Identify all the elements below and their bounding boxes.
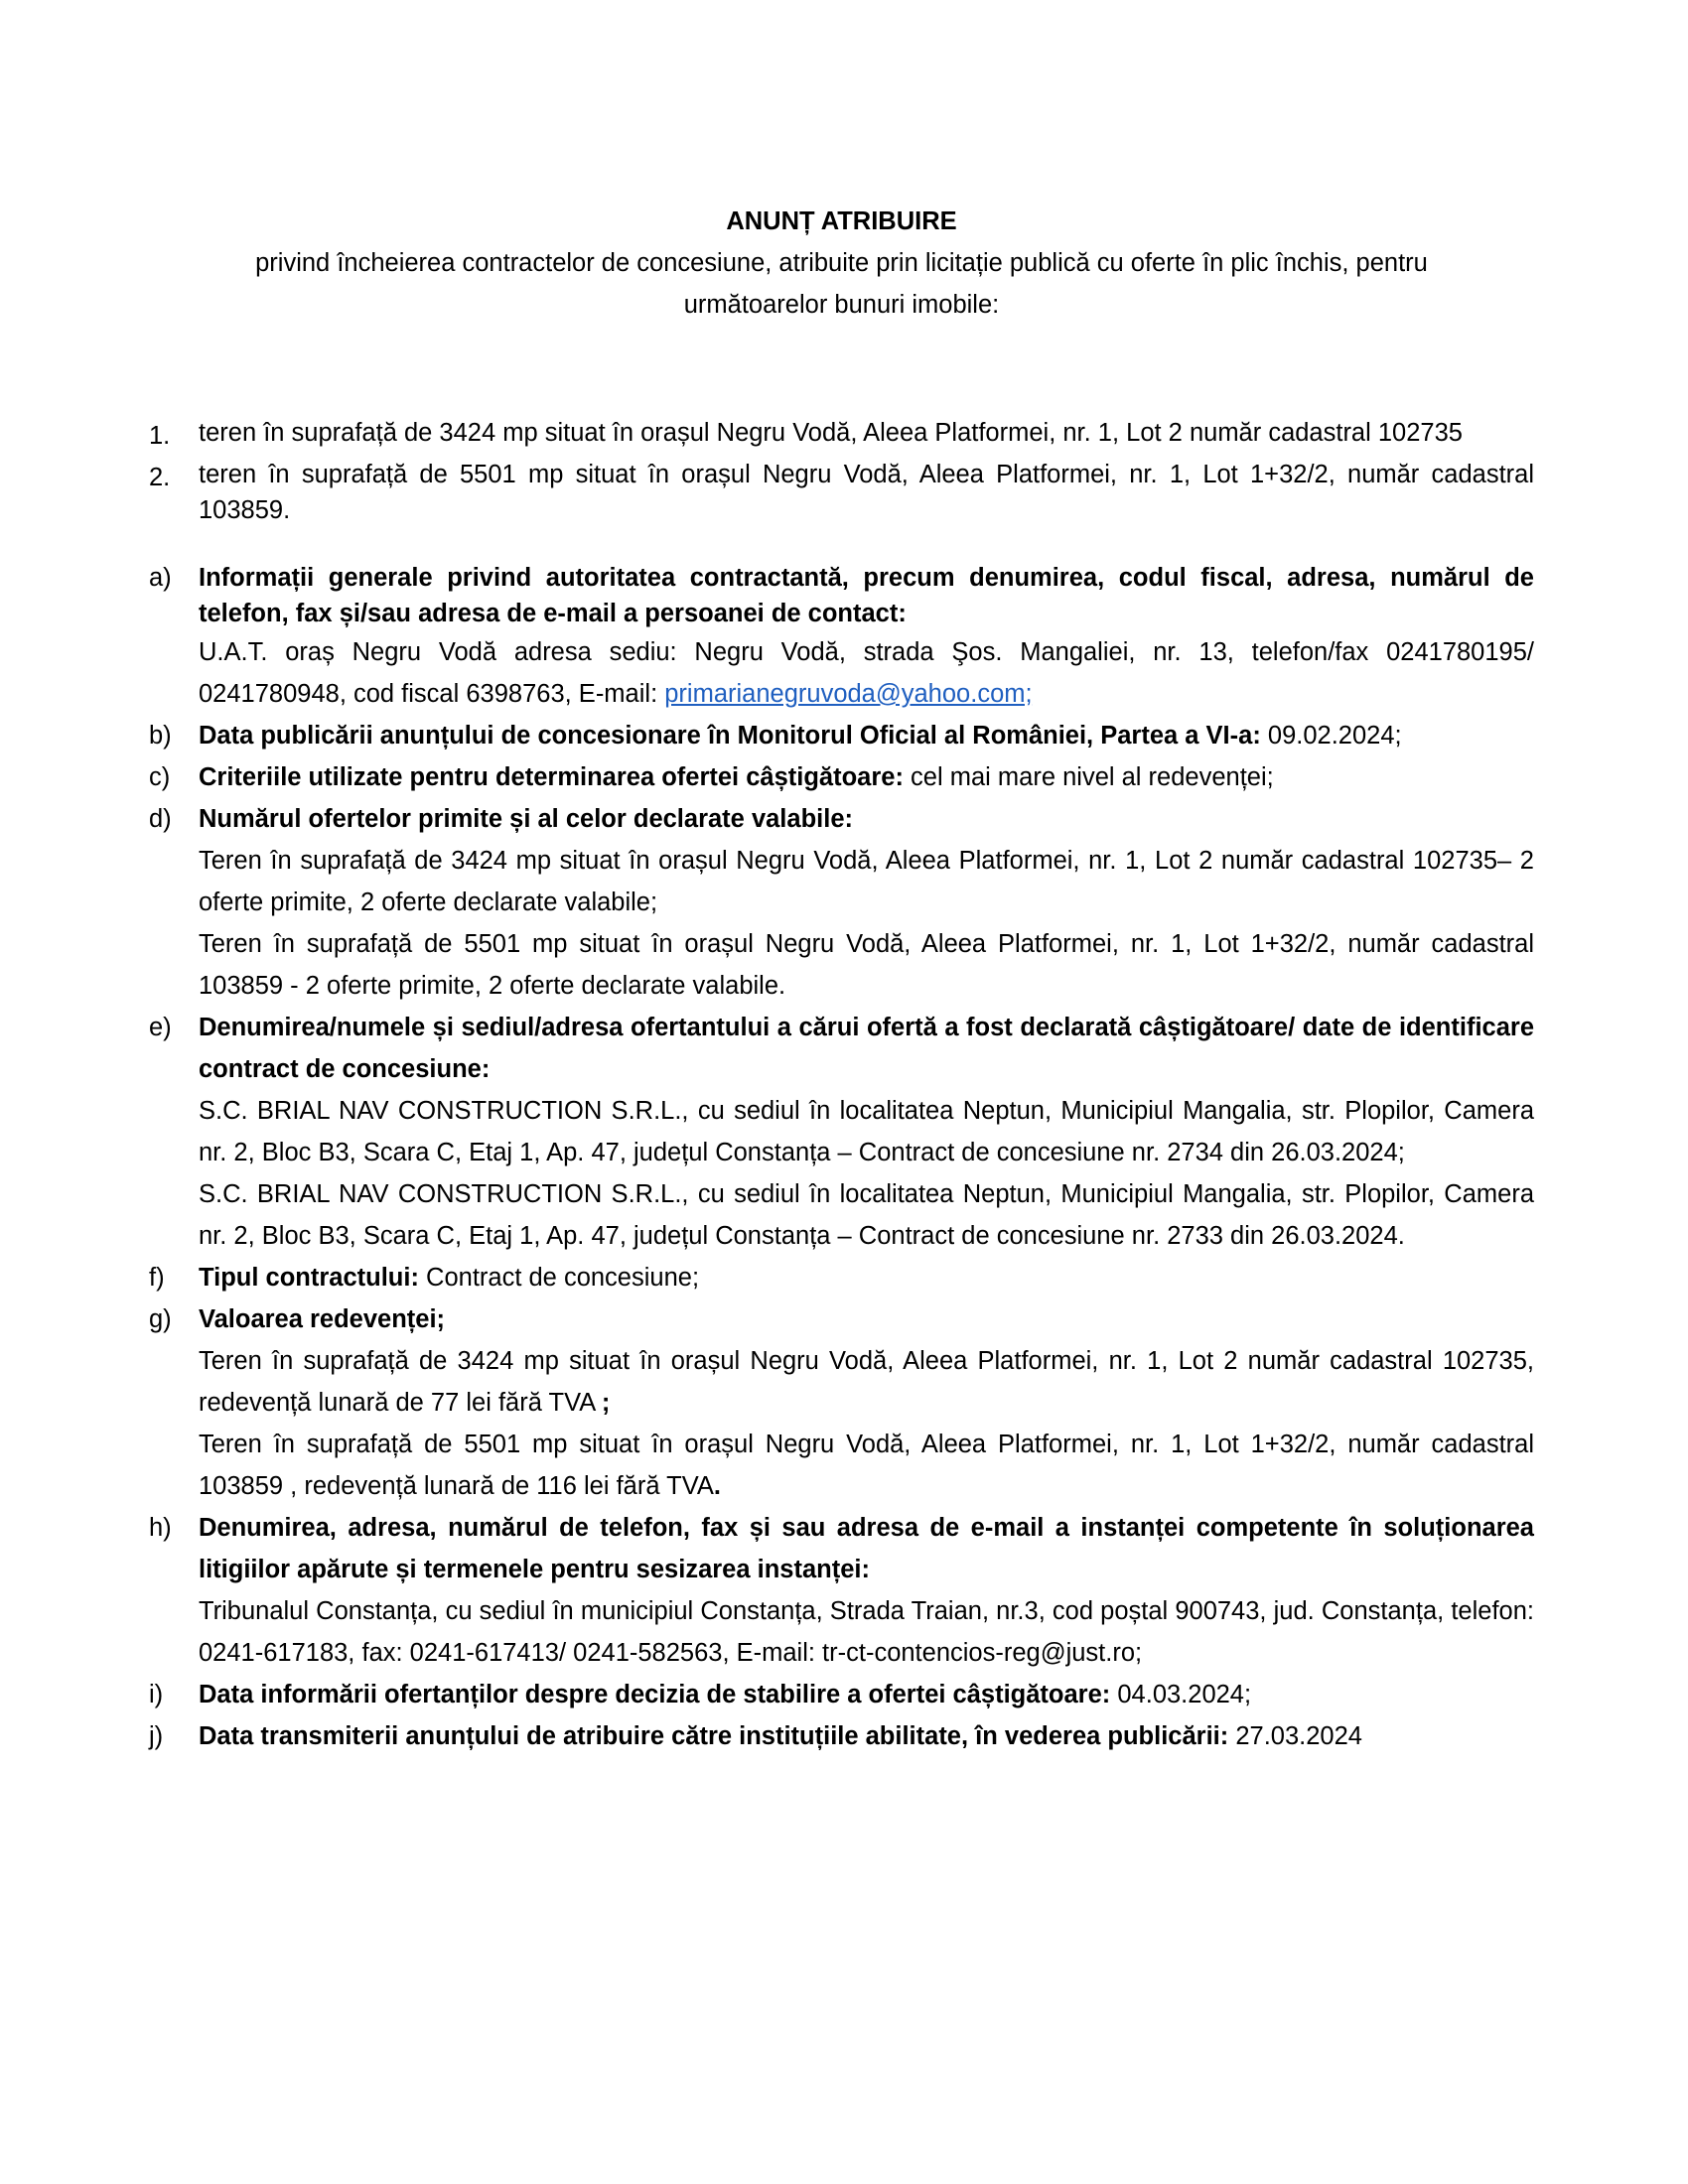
section-heading: Data transmiterii anunțului de atribuire către instituțiile abilitate, în vederea publicării: [199,1722,1229,1750]
section-heading: Denumirea, adresa, numărul de telefon, fax și sau adresa de e-mail a instanței competente în soluționarea litigiilor apărute și termenele pentru sesizarea instanței: [199,1514,1534,1583]
email-link[interactable]: primarianegruvoda@yahoo.com; [664,680,1033,708]
section-letter: g) [149,1305,172,1333]
section-a [149,560,1534,715]
section-heading: Data publicării anunțului de concesionare în Monitorul Oficial al României, Partea a VI-a: [199,722,1261,750]
section-value: 27.03.2024 [1228,1722,1362,1750]
list-item-text: teren în suprafață de 5501 mp situat în orașul Negru Vodă, Aleea Platformei, nr. 1, Lot 1+32/2, număr cadastral 103859. [199,461,1534,524]
section-letter: f) [149,1264,165,1292]
section-value: Contract de concesiune; [418,1264,700,1292]
document-title: ANUNȚ ATRIBUIRE [726,207,957,235]
section-line: Teren în suprafață de 5501 mp situat în orașul Negru Vodă, Aleea Platformei, nr. 1, Lot 1+32/2, număr cadastral 103859 , redevență lunară de 116 lei fără TVA. [199,1431,1534,1500]
section-value: 04.03.2024; [1110,1681,1252,1708]
list-item-text: teren în suprafață de 3424 mp situat în orașul Negru Vodă, Aleea Platformei, nr. 1, Lot 2 număr cadastral 102735 [199,419,1463,447]
section-e [149,1007,1534,1257]
section-letter: j) [149,1722,164,1750]
list-item [149,457,1534,528]
section-body [199,631,1534,715]
section-heading: Criteriile utilizate pentru determinarea ofertei câștigătoare: [199,763,904,791]
section-line: S.C. BRIAL NAV CONSTRUCTION S.R.L., cu sediul în localitatea Neptun, Municipiul Mangalia, str. Plopilor, Camera nr. 2, Bloc B3, Scara C, Etaj 1, Ap. 47, județul Constanța – Contract de concesiune nr. 2734 din 26.03.2024; [199,1097,1534,1166]
section-line: Teren în suprafață de 3424 mp situat în orașul Negru Vodă, Aleea Platformei, nr. 1, Lot 2 număr cadastral 102735, redevență lunară de 77 lei fără TVA ; [199,1347,1534,1417]
document-subtitle: privind încheierea contractelor de concesiune, atribuite prin licitație publică cu oferte în plic închis, pentru următoarelor bunuri imobile: [255,249,1428,319]
section-j [149,1715,1534,1757]
section-heading: Informații generale privind autoritatea contractantă, precum denumirea, codul fiscal, adresa, numărul de telefon, fax și/sau adresa de e-mail a persoanei de contact: [199,564,1534,627]
section-h [149,1507,1534,1674]
section-letter: h) [149,1514,172,1542]
section-line: Teren în suprafață de 3424 mp situat în orașul Negru Vodă, Aleea Platformei, nr. 1, Lot 2 număr cadastral 102735– 2 oferte primite, 2 oferte declarate valabile; [199,847,1534,916]
section-line: Teren în suprafață de 5501 mp situat în orașul Negru Vodă, Aleea Platformei, nr. 1, Lot 1+32/2, număr cadastral 103859 - 2 oferte primite, 2 oferte declarate valabile. [199,930,1534,1000]
section-b [149,715,1534,756]
section-i [149,1674,1534,1715]
section-d [149,798,1534,1007]
property-list [149,415,1534,528]
section-letter: d) [149,805,172,833]
section-heading: Numărul ofertelor primite și al celor declarate valabile: [199,805,853,833]
section-letter: c) [149,763,171,791]
section-f [149,1257,1534,1298]
section-letter: i) [149,1681,164,1708]
section-letter: b) [149,722,172,750]
section-heading: Denumirea/numele și sediul/adresa ofertantului a cărui ofertă a fost declarată câștigătoare/ date de identificare contract de concesiune: [199,1014,1534,1083]
section-heading: Valoarea redevenței; [199,1305,446,1333]
section-g [149,1298,1534,1507]
contact-info: U.A.T. oraș Negru Vodă adresa sediu: Negru Vodă, strada Şos. Mangaliei, nr. 13, telefon/fax 0241780195/ 0241780948, cod fiscal 6398763, E-mail: [199,638,1534,708]
section-heading: Data informării ofertanților despre decizia de stabilire a ofertei câștigătoare: [199,1681,1111,1708]
list-item-number: 1. [149,422,171,450]
section-letter: a) [149,564,172,592]
section-heading: Tipul contractului: [199,1264,419,1292]
section-c [149,756,1534,798]
section-body: Tribunalul Constanța, cu sediul în municipiul Constanța, Strada Traian, nr.3, cod poștal 900743, jud. Constanța, telefon: 0241-617183, fax: 0241-617413/ 0241-582563, E-mail: tr-ct-contencios-reg@just.ro; [199,1597,1534,1667]
section-value: 09.02.2024; [1260,722,1402,750]
list-item [149,415,1534,457]
section-value: cel mai mare nivel al redevenței; [903,763,1274,791]
section-line: S.C. BRIAL NAV CONSTRUCTION S.R.L., cu sediul în localitatea Neptun, Municipiul Mangalia, str. Plopilor, Camera nr. 2, Bloc B3, Scara C, Etaj 1, Ap. 47, județul Constanța – Contract de concesiune nr. 2733 din 26.03.2024. [199,1180,1534,1250]
section-list [149,560,1534,1757]
list-item-number: 2. [149,464,171,491]
section-letter: e) [149,1014,172,1041]
